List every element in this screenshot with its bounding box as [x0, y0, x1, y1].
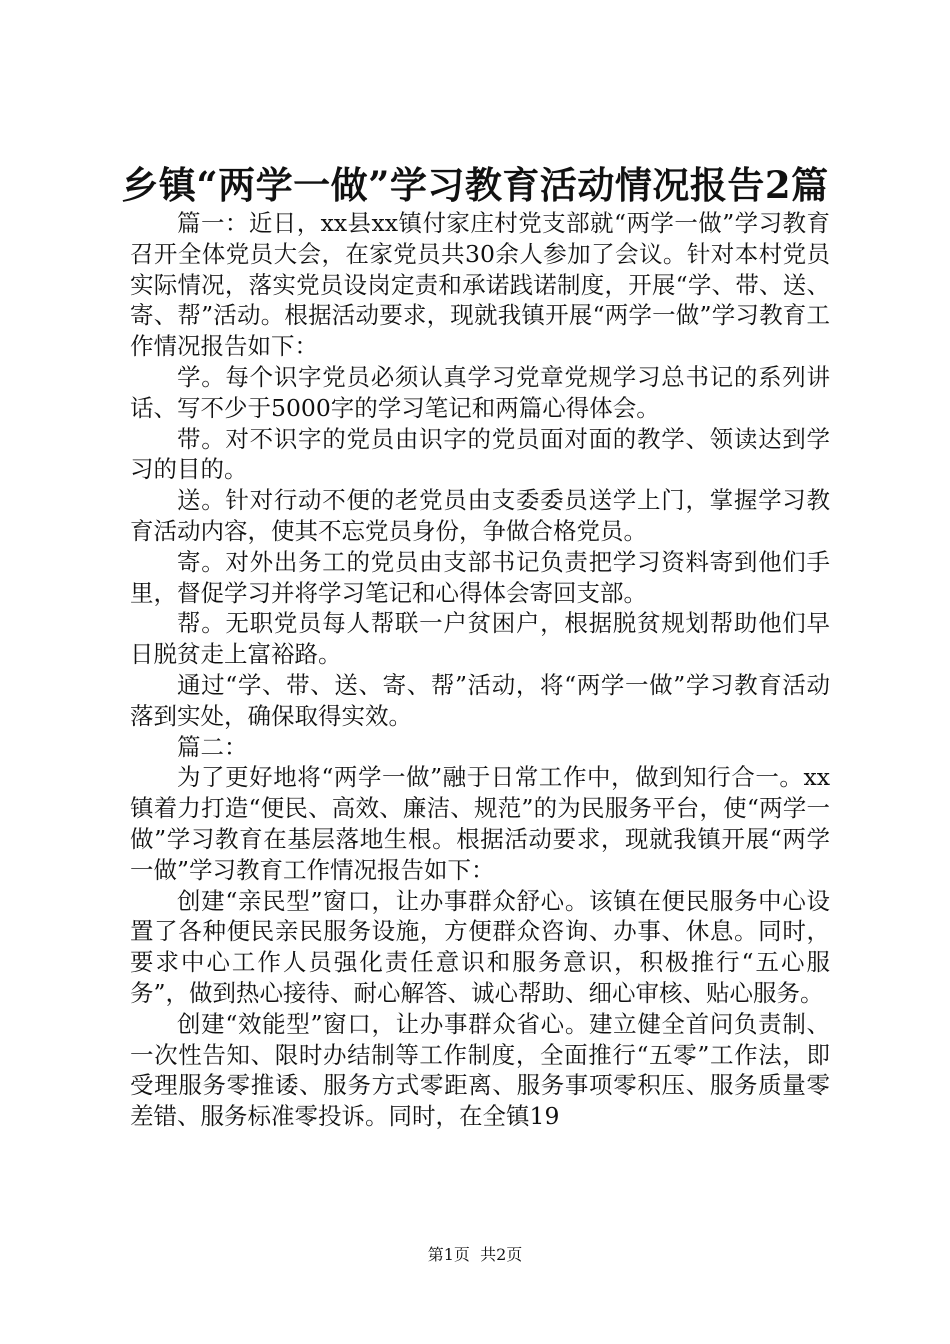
paragraph-lead: 带。对不识字的党员由识字的党员面对面的教学、领读达到学习的目的。 — [130, 424, 830, 484]
page-number: 第1页 — [427, 1245, 470, 1264]
section-heading-part-two: 篇二： — [177, 732, 248, 761]
document-title: 乡镇“两学一做”学习教育活动情况报告2篇 — [121, 163, 829, 207]
paragraph-deliver: 送。针对行动不便的老党员由支委委员送学上门，掌握学习教育活动内容，使其不忘党员身份，争做合格党员。 — [130, 486, 830, 545]
paragraph-mail: 寄。对外出务工的党员由支部书记负责把学习资料寄到他们手里，督促学习并将学习笔记和心得体会寄回支部。 — [130, 547, 830, 607]
page-footer — [0, 1244, 950, 1266]
paragraph-friendly-window: 创建“亲民型”窗口，让办事群众舒心。该镇在便民服务中心设置了各种便民亲民服务设施，方便群众咨询、办事、休息。同时，要求中心工作人员强化责任意识和服务意识，积极推行“五心服务”，做到热心接待、耐心解答、诚心帮助、细心审核、贴心服务。 — [130, 886, 830, 1007]
page-total: 共2页 — [480, 1245, 523, 1264]
paragraph-study: 学。每个识字党员必须认真学习党章党规学习总书记的系列讲话、写不少于5000字的学习笔记和两篇心得体会。 — [130, 362, 830, 422]
paragraph-summary-part-one: 通过“学、带、送、寄、帮”活动，将“两学一做”学习教育活动落到实处，确保取得实效。 — [130, 670, 830, 730]
document-body — [130, 208, 830, 1132]
paragraph-help: 帮。无职党员每人帮联一户贫困户，根据脱贫规划帮助他们早日脱贫走上富裕路。 — [130, 609, 830, 669]
paragraph-intro-part-two: 为了更好地将“两学一做”融于日常工作中，做到知行合一。xx镇着力打造“便民、高效、廉洁、规范”的为民服务平台，使“两学一做”学习教育在基层落地生根。根据活动要求，现就我镇开展“两学一做”学习教育工作情况报告如下： — [130, 763, 830, 884]
paragraph-efficiency-window: 创建“效能型”窗口，让办事群众省心。建立健全首问负责制、一次性告知、限时办结制等工作制度，全面推行“五零”工作法，即受理服务零推诿、服务方式零距离、服务事项零积压、服务质量零差错、服务标准零投诉。同时，在全镇19 — [130, 1009, 830, 1131]
paragraph-intro-part-one: 篇一：近日，xx县xx镇付家庄村党支部就“两学一做”学习教育召开全体党员大会，在家党员共30余人参加了会议。针对本村党员实际情况，落实党员设岗定责和承诺践诺制度，开展“学、带、送、寄、帮”活动。根据活动要求，现就我镇开展“两学一做”学习教育工作情况报告如下： — [130, 209, 830, 361]
